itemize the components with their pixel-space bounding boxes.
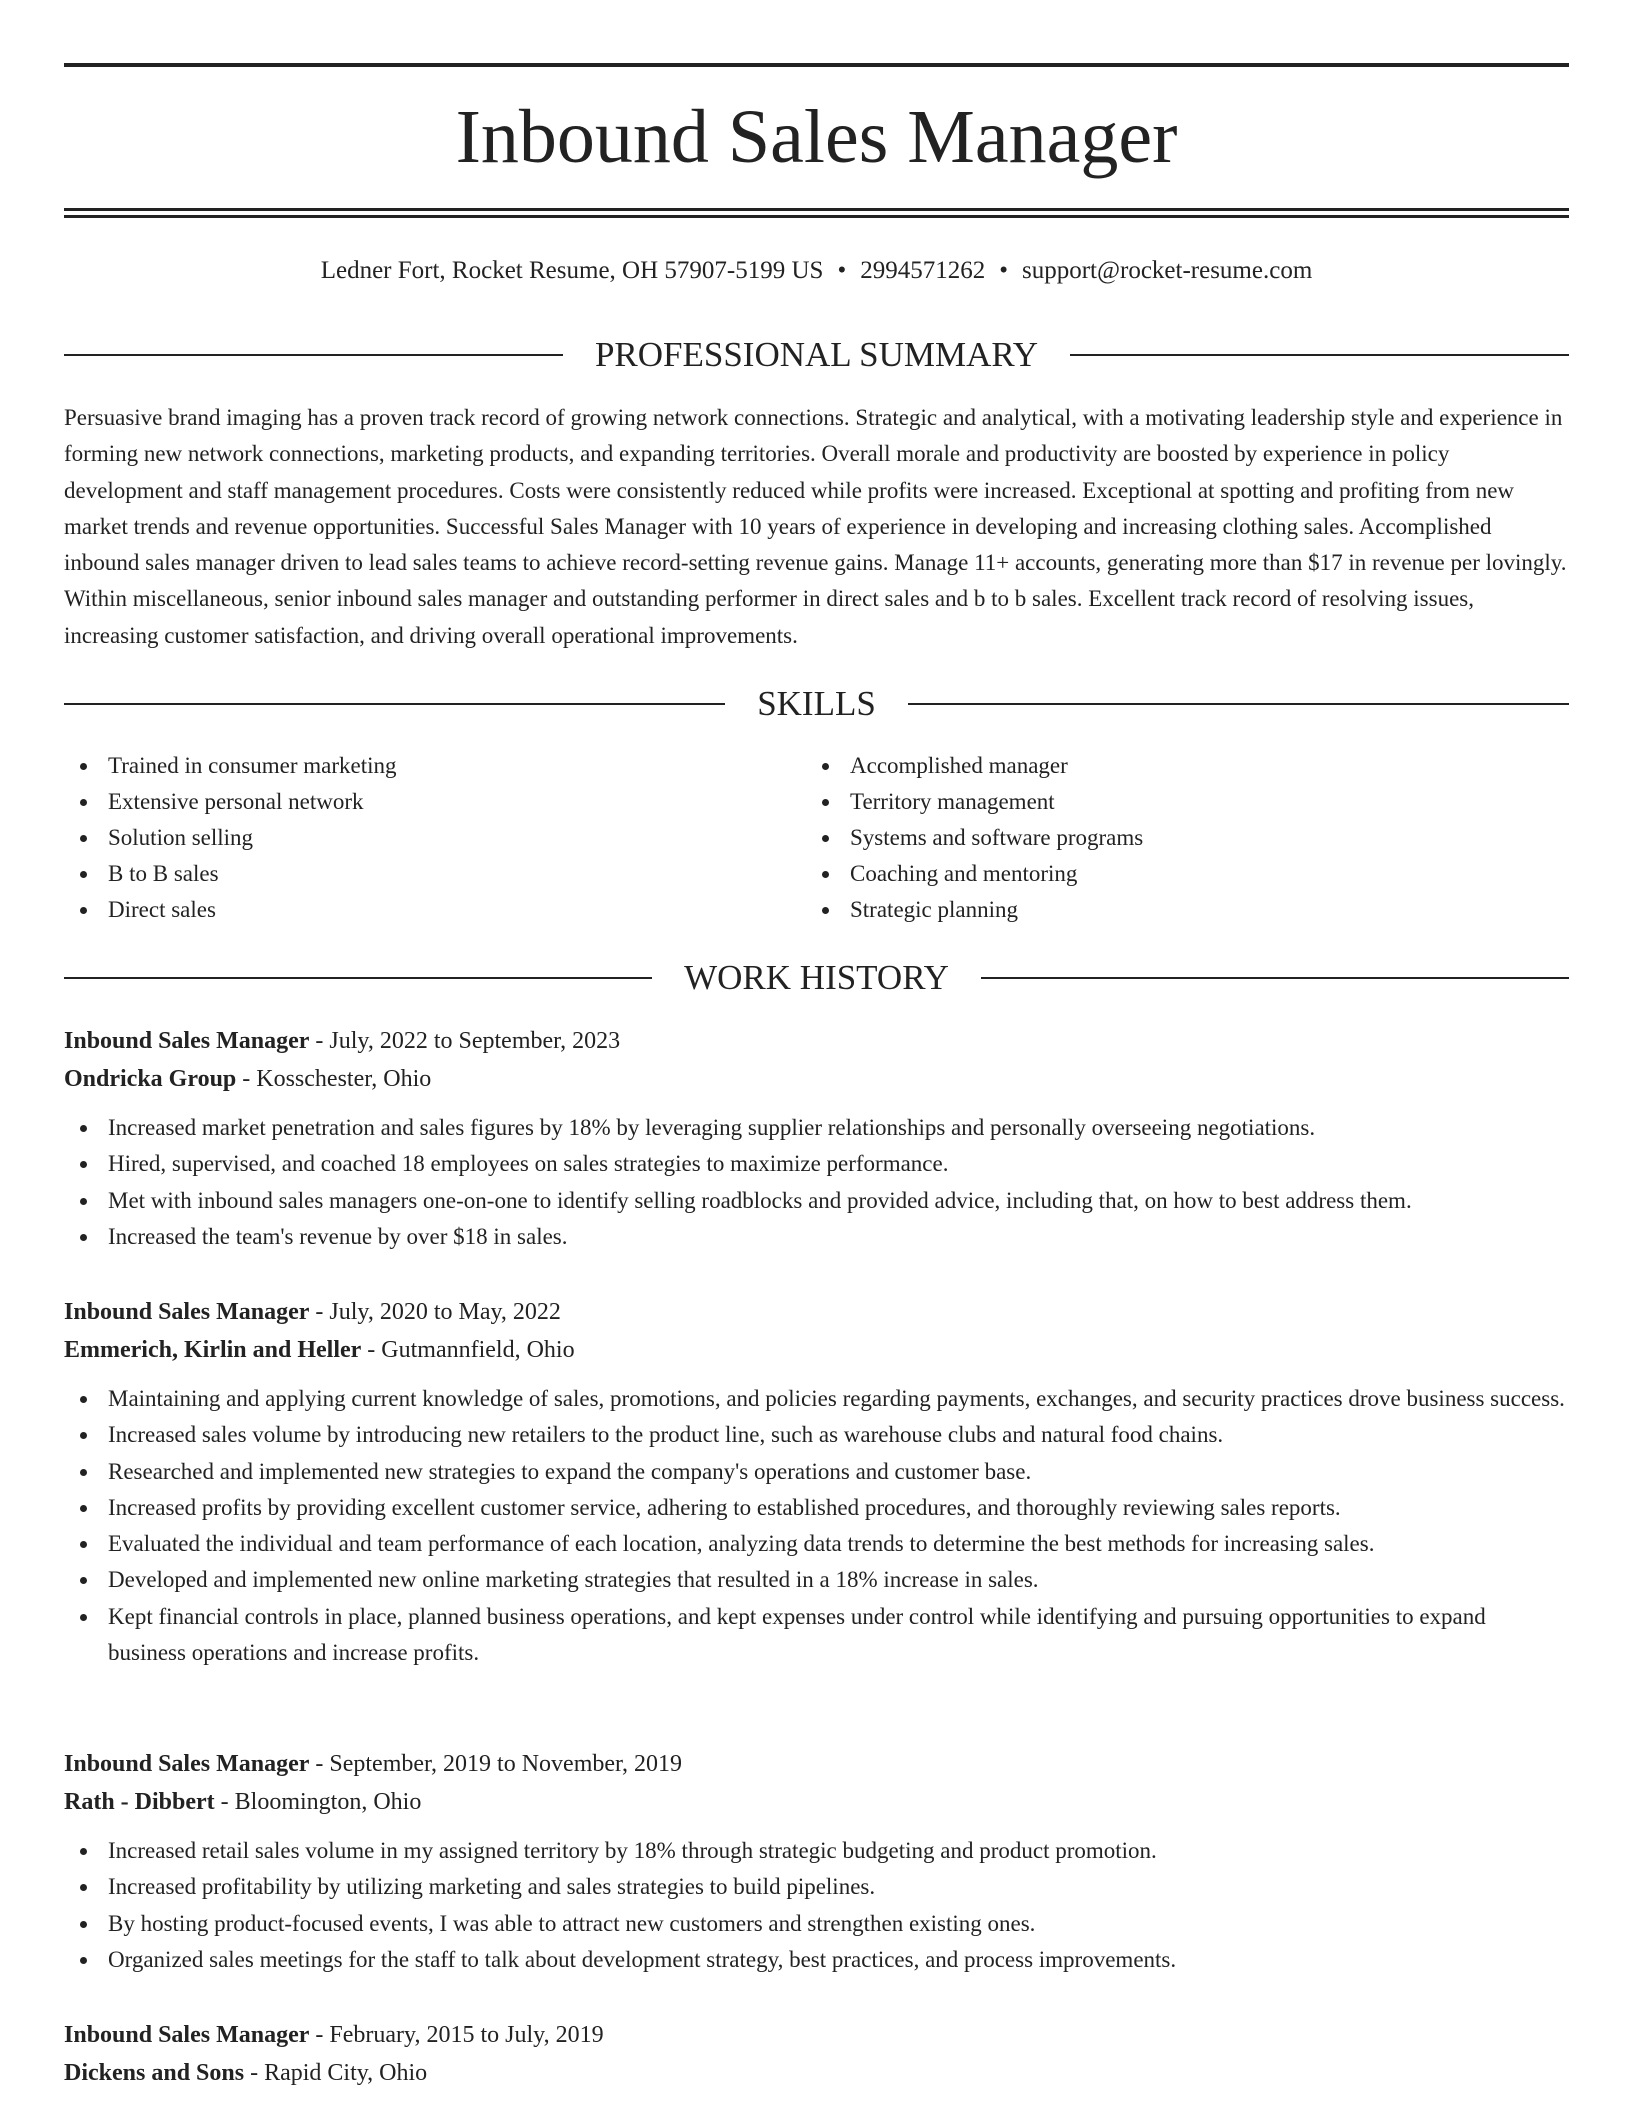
work-history-heading	[64, 955, 1569, 1001]
job-location: - Kosschester, Ohio	[236, 1066, 432, 1092]
heading-rule-right	[1070, 354, 1569, 356]
job-title: Inbound Sales Manager	[64, 2022, 310, 2048]
job-entry	[64, 2016, 1569, 2092]
job-title-line	[64, 1293, 1569, 1331]
job-bullet: Maintaining and applying current knowledge of sales, promotions, and policies regarding payments, exchanges, and security practices drove business success.	[64, 1381, 1569, 1417]
job-entry	[64, 1745, 1569, 1978]
contact-separator: •	[999, 257, 1008, 284]
skill-item: Systems and software programs	[806, 820, 1548, 856]
job-bullets	[64, 1110, 1569, 1255]
heading-rule-right	[908, 703, 1569, 705]
job-company-line	[64, 1331, 1569, 1369]
section-title: PROFESSIONAL SUMMARY	[594, 335, 1039, 374]
heading-rule-right	[981, 977, 1569, 979]
job-entry	[64, 1293, 1569, 1671]
skill-item: Territory management	[806, 784, 1548, 820]
heading-rule-left	[64, 977, 652, 979]
summary-text: Persuasive brand imaging has a proven track record of growing network connections. Strategic and analytical, with a motivating leadership style and experience in forming new network connections, marketing products, and expanding territories. Overall morale and productivity are boosted by experience in policy development and staff management procedures. Costs were consistently reduced while profits were increased. Exceptional at spotting and profiting from new market trends and revenue opportunities. Successful Sales Manager with 10 years of experience in developing and increasing clothing sales. Accomplished inbound sales manager driven to lead sales teams to achieve record-setting revenue gains. Manage 11+ accounts, generating more than $17 in revenue per lovingly. Within miscellaneous, senior inbound sales manager and outstanding performer in direct sales and b to b sales. Excellent track record of resolving issues, increasing customer satisfaction, and driving overall operational improvements.	[64, 405, 1567, 648]
skill-item: Extensive personal network	[64, 784, 806, 820]
summary-heading	[64, 332, 1569, 378]
job-company: Ondricka Group	[64, 1066, 237, 1092]
header-double-rule-upper	[64, 208, 1569, 211]
header-top-rule	[64, 63, 1569, 67]
job-location: - Bloomington, Ohio	[214, 1789, 422, 1815]
job-bullet: Kept financial controls in place, planned business operations, and kept expenses under control while identifying and pursuing opportunities to expand business operations and increase profits.	[64, 1599, 1569, 1672]
contact-line	[64, 254, 1569, 288]
skill-item: Coaching and mentoring	[806, 856, 1548, 892]
job-company-line	[64, 1060, 1569, 1098]
skills-column-right	[806, 748, 1548, 928]
skill-item: Direct sales	[64, 892, 806, 928]
job-company: Dickens and Sons	[64, 2060, 245, 2086]
job-dates: - July, 2022 to September, 2023	[309, 1028, 621, 1054]
job-bullet: Increased profitability by utilizing marketing and sales strategies to build pipelines.	[64, 1869, 1569, 1905]
candidate-name: Inbound Sales Manager	[455, 95, 1178, 179]
job-dates: - September, 2019 to November, 2019	[309, 1751, 683, 1777]
skill-item: Accomplished manager	[806, 748, 1548, 784]
job-bullet: Increased retail sales volume in my assigned territory by 18% through strategic budgeting and product promotion.	[64, 1833, 1569, 1869]
contact-separator: •	[837, 257, 847, 284]
job-bullet: Organized sales meetings for the staff to talk about development strategy, best practices, and process improvements.	[64, 1942, 1569, 1978]
header-double-rule-lower	[64, 215, 1569, 218]
job-company-line	[64, 1783, 1569, 1821]
job-bullet: Met with inbound sales managers one-on-one to identify selling roadblocks and provided advice, including that, on how to best address them.	[64, 1183, 1569, 1219]
job-title-line	[64, 1022, 1569, 1060]
job-bullet: Increased sales volume by introducing new retailers to the product line, such as warehouse clubs and natural food chains.	[64, 1417, 1569, 1453]
job-company-line	[64, 2054, 1569, 2092]
job-entry	[64, 1022, 1569, 1255]
job-dates: - July, 2020 to May, 2022	[309, 1299, 561, 1325]
contact-email: support@rocket-resume.com	[1021, 257, 1313, 284]
skill-item: Solution selling	[64, 820, 806, 856]
job-title: Inbound Sales Manager	[64, 1028, 310, 1054]
job-location: - Rapid City, Ohio	[244, 2060, 428, 2086]
section-title: WORK HISTORY	[684, 958, 949, 997]
skill-item: Strategic planning	[806, 892, 1548, 928]
job-company: Rath - Dibbert	[64, 1789, 215, 1815]
job-bullet: Developed and implemented new online marketing strategies that resulted in a 18% increase in sales.	[64, 1562, 1569, 1598]
job-bullet: Increased the team's revenue by over $18 in sales.	[64, 1219, 1569, 1255]
job-dates: - February, 2015 to July, 2019	[309, 2022, 604, 2048]
job-title-line	[64, 2016, 1569, 2054]
job-bullet: By hosting product-focused events, I was able to attract new customers and strengthen existing ones.	[64, 1906, 1569, 1942]
job-bullet: Researched and implemented new strategies to expand the company's operations and customer base.	[64, 1454, 1569, 1490]
contact-address: Ledner Fort, Rocket Resume, OH 57907-5199 US	[320, 257, 824, 284]
skill-item: B to B sales	[64, 856, 806, 892]
job-bullets	[64, 1381, 1569, 1671]
job-company: Emmerich, Kirlin and Heller	[64, 1337, 362, 1363]
skills-heading	[64, 681, 1569, 727]
job-location: - Gutmannfield, Ohio	[361, 1337, 575, 1363]
skills-list	[64, 748, 1569, 928]
heading-rule-left	[64, 354, 563, 356]
job-bullet: Increased market penetration and sales figures by 18% by leveraging supplier relationships and personally overseeing negotiations.	[64, 1110, 1569, 1146]
heading-rule-left	[64, 703, 725, 705]
job-bullet: Increased profits by providing excellent customer service, adhering to established procedures, and thoroughly reviewing sales reports.	[64, 1490, 1569, 1526]
skill-item: Trained in consumer marketing	[64, 748, 806, 784]
job-title-line	[64, 1745, 1569, 1783]
job-bullets	[64, 1833, 1569, 1978]
skills-column-left	[64, 748, 806, 928]
job-bullet: Hired, supervised, and coached 18 employees on sales strategies to maximize performance.	[64, 1146, 1569, 1182]
job-title: Inbound Sales Manager	[64, 1299, 310, 1325]
job-title: Inbound Sales Manager	[64, 1751, 310, 1777]
job-bullet: Evaluated the individual and team performance of each location, analyzing data trends to determine the best methods for increasing sales.	[64, 1526, 1569, 1562]
section-title: SKILLS	[757, 684, 876, 723]
contact-phone: 2994571262	[860, 257, 986, 284]
